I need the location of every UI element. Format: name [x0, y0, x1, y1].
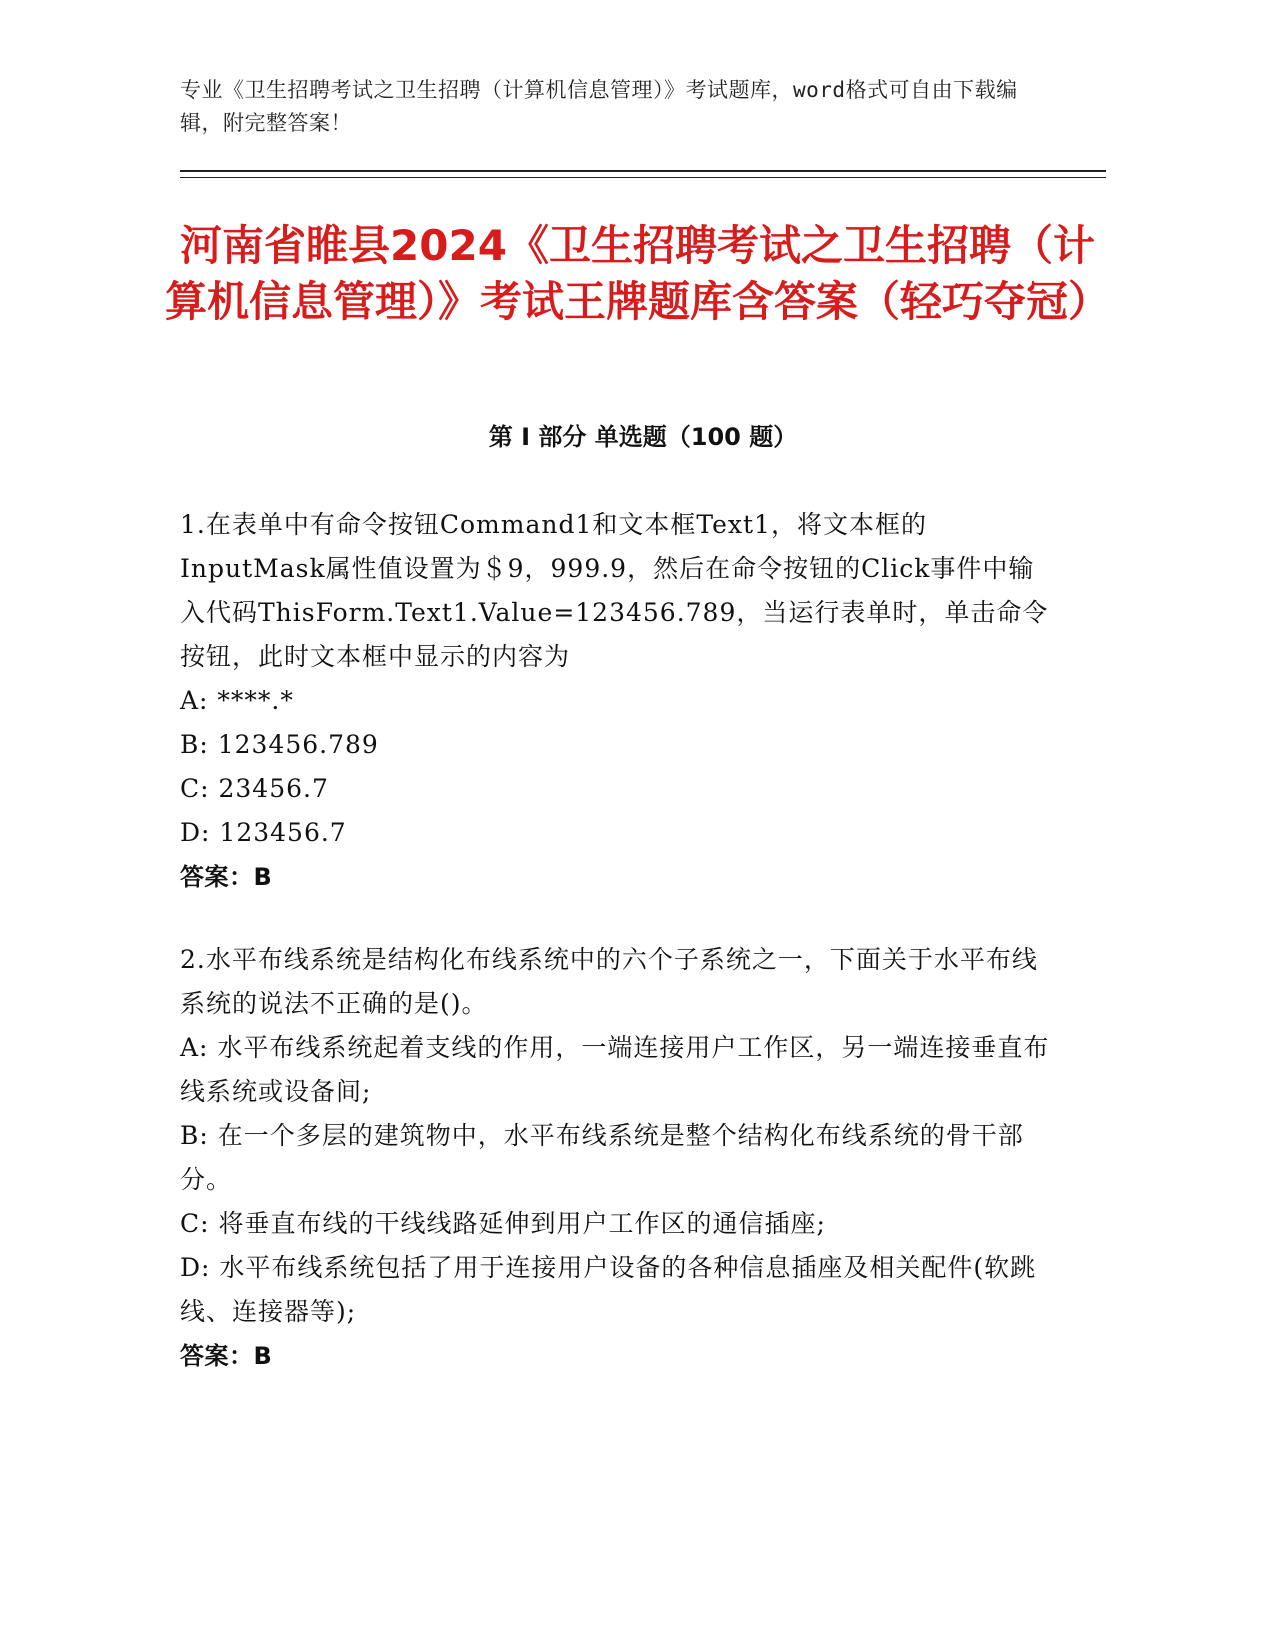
option-d: D: 水平布线系统包括了用于连接用户设备的各种信息插座及相关配件(软跳线、连接器等);	[180, 1253, 1037, 1326]
header-note: 专业《卫生招聘考试之卫生招聘（计算机信息管理）》考试题库，word格式可自由下载编辑，附完整答案！	[180, 78, 1018, 135]
answer-label: 答案：B	[180, 1342, 273, 1370]
option-b: B: 123456.789	[180, 730, 379, 759]
document-title: 河南省睢县2024《卫生招聘考试之卫生招聘（计算机信息管理）》考试王牌题库含答案（轻巧夺冠）	[164, 221, 1110, 326]
answer-label: 答案：B	[180, 863, 273, 891]
question-stem: 1.在表单中有命令按钮Command1和文本框Text1，将文本框的InputMask属性值设置为＄9，999.9，然后在命令按钮的Click事件中输入代码ThisForm.Text1.Value=123456.789，当运行表单时，单击命令按钮，此时文本框中显示的内容为	[180, 510, 1049, 671]
question-block	[180, 938, 1050, 1378]
option-d: D: 123456.7	[180, 818, 347, 847]
question-block	[180, 503, 1050, 899]
question-stem: 2.水平布线系统是结构化布线系统中的六个子系统之一，下面关于水平布线系统的说法不正确的是()。	[180, 945, 1038, 1018]
section-title: 第 I 部分 单选题（100 题）	[488, 423, 798, 451]
option-b: B: 在一个多层的建筑物中，水平布线系统是整个结构化布线系统的骨干部分。	[180, 1121, 1024, 1194]
option-c: C: 将垂直布线的干线线路延伸到用户工作区的通信插座;	[180, 1209, 826, 1238]
option-a: A: 水平布线系统起着支线的作用，一端连接用户工作区，另一端连接垂直布线系统或设备间;	[180, 1033, 1050, 1106]
header-divider	[180, 170, 1106, 178]
option-c: C: 23456.7	[180, 774, 329, 803]
option-a: A: ****.*	[180, 686, 294, 715]
